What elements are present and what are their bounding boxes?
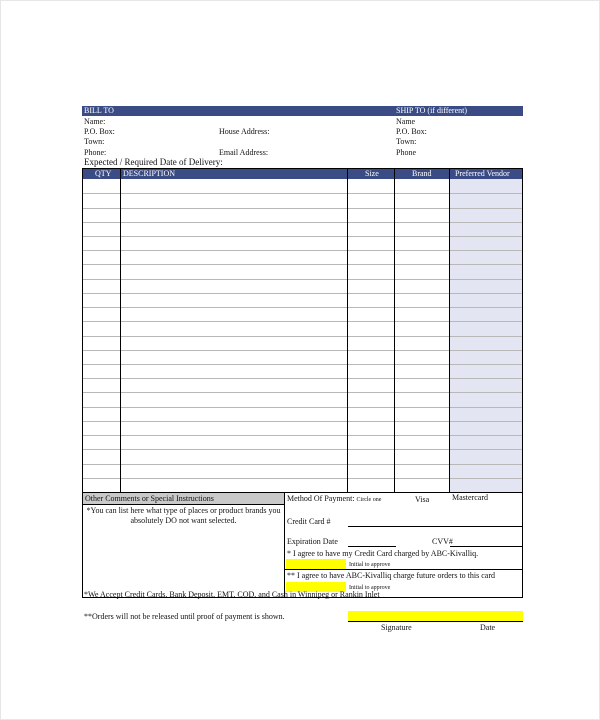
ship-to-header: SHIP TO (if different) — [396, 106, 468, 115]
credit-card-label: Credit Card # — [287, 517, 331, 526]
bill-to-house-address-label[interactable]: House Address: — [219, 127, 270, 136]
payment-option-mastercard[interactable]: Mastercard — [452, 493, 488, 502]
table-row-divider — [83, 293, 522, 294]
col-preferred-vendor: Preferred Vendor — [455, 169, 510, 178]
col-brand: Brand — [412, 169, 432, 178]
circle-one-hint: Circle one — [356, 497, 382, 503]
credit-card-input-line[interactable] — [348, 526, 522, 527]
expiration-date-label: Expiration Date — [287, 537, 338, 546]
payment-method-label — [287, 494, 381, 504]
table-row-divider — [83, 421, 522, 422]
table-row-divider — [83, 222, 522, 223]
col-size: Size — [365, 169, 379, 178]
bill-to-po-box-label[interactable]: P.O. Box: — [84, 127, 115, 136]
col-description: DESCRIPTION — [123, 169, 176, 178]
delivery-date-label[interactable]: Expected / Required Date of Delivery: — [84, 157, 223, 167]
initial-approve-label-2: Initial to approve — [349, 585, 391, 591]
accepted-payments-note: *We Accept Credit Cards, Bank Deposit, EMT, COD, and Cash in Winnipeg or Rankin Inlet — [84, 590, 380, 599]
payment-option-visa[interactable]: Visa — [415, 495, 430, 504]
table-row-divider — [83, 321, 522, 322]
agree-charge-text: * I agree to have my Credit Card charged by ABC-Kivalliq. — [287, 549, 479, 558]
bill-to-email-address-label[interactable]: Email Address: — [219, 148, 269, 157]
table-row-divider — [83, 264, 522, 265]
signature-line — [348, 621, 523, 622]
table-row-divider — [83, 236, 522, 237]
comments-instructions: *You can list here what type of places or product brands you absolutely DO not want selected. — [86, 506, 281, 525]
ship-to-po-box-label[interactable]: P.O. Box: — [396, 127, 427, 136]
signature-label: Signature — [381, 623, 412, 632]
col-divider — [347, 169, 348, 492]
table-row-divider — [83, 350, 522, 351]
comments-box[interactable] — [82, 492, 285, 598]
items-table-header — [83, 169, 522, 179]
agree-future-text: ** I agree to have ABC-Kivalliq charge future orders to this card — [287, 571, 496, 580]
ship-to-phone-label[interactable]: Phone — [396, 148, 416, 157]
comments-header — [83, 493, 284, 505]
table-row-divider — [83, 435, 522, 436]
ship-to-town-label[interactable]: Town: — [396, 137, 417, 146]
date-label: Date — [480, 623, 496, 632]
table-row-divider — [83, 449, 522, 450]
cvv-label: CVV# — [432, 537, 453, 546]
table-row-divider — [83, 364, 522, 365]
address-header-band — [82, 106, 523, 116]
cvv-input-line[interactable] — [450, 546, 522, 547]
payment-proof-note: **Orders will not be released until proof of payment is shown. — [84, 612, 285, 621]
table-row-divider — [83, 378, 522, 379]
payment-divider — [285, 569, 522, 570]
table-row-divider — [83, 478, 522, 479]
method-of-payment-label: Method Of Payment: — [287, 494, 355, 503]
signature-field[interactable] — [348, 611, 523, 621]
table-row-divider — [83, 464, 522, 465]
col-qty: QTY — [95, 169, 112, 178]
initial-approve-label-1: Initial to approve — [349, 562, 391, 568]
initial-approve-field-1[interactable] — [286, 559, 346, 569]
col-divider — [449, 169, 450, 492]
ship-to-name-label[interactable]: Name — [396, 117, 416, 126]
table-row-divider — [83, 250, 522, 251]
table-row-divider — [83, 336, 522, 337]
table-row-divider — [83, 208, 522, 209]
table-row-divider — [83, 193, 522, 194]
table-row-divider — [83, 392, 522, 393]
table-row-divider — [83, 407, 522, 408]
col-divider — [120, 169, 121, 492]
payment-box — [285, 492, 523, 598]
col-divider — [394, 169, 395, 492]
table-row-divider — [83, 307, 522, 308]
table-row-divider — [83, 279, 522, 280]
bill-to-phone-label[interactable]: Phone: — [84, 148, 107, 157]
bill-to-header: BILL TO — [84, 106, 114, 115]
items-table — [82, 168, 523, 493]
expiration-date-input-line[interactable] — [348, 546, 396, 547]
comments-header-label: Other Comments or Special Instructions — [85, 494, 214, 503]
bill-to-town-label[interactable]: Town: — [84, 137, 105, 146]
bill-to-name-label[interactable]: Name: — [84, 117, 106, 126]
